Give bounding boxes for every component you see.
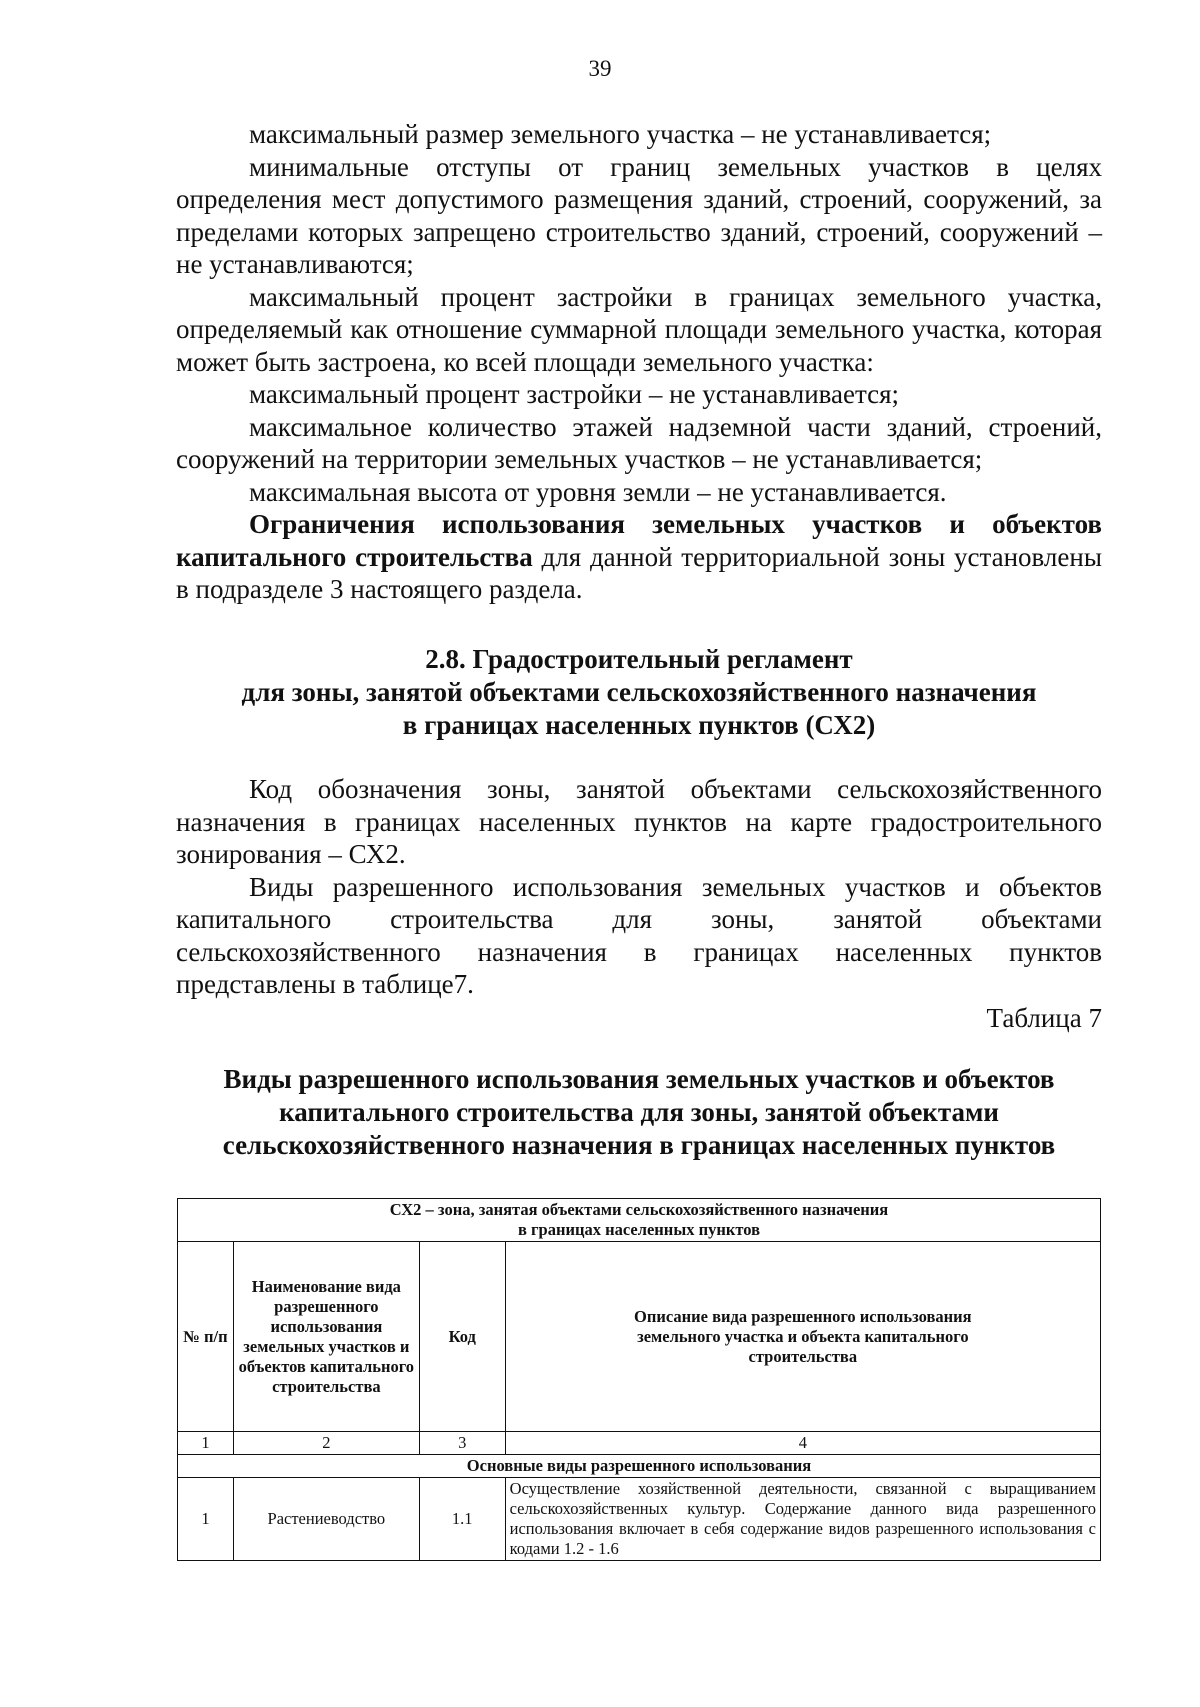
section-heading-line: для зоны, занятой объектами сельскохозяйственного назначения bbox=[241, 677, 1037, 707]
regulation-text-lower bbox=[176, 773, 1102, 1001]
header-code: Код bbox=[419, 1242, 505, 1432]
table-title-line: сельскохозяйственного назначения в границах населенных пунктов bbox=[222, 1130, 1056, 1160]
restriction-paragraph bbox=[176, 508, 1102, 606]
column-number-row bbox=[178, 1432, 1101, 1455]
section-main-cell: Основные виды разрешенного использования bbox=[178, 1455, 1101, 1478]
paragraph: максимальная высота от уровня земли – не устанавливается. bbox=[249, 476, 947, 507]
paragraph: Виды разрешенного использования земельных участков и объектов капитального строительства для зоны, занятой объектами сельскохозяйственного назначения в границах населенных пунктов представлены в таблице7. bbox=[176, 871, 1102, 999]
section-heading bbox=[176, 643, 1102, 742]
zone-header-cell bbox=[178, 1199, 1101, 1242]
regulation-text-upper bbox=[176, 118, 1102, 606]
row-description: Осуществление хозяйственной деятельности, связанной с выращиванием сельскохозяйственных культур. Содержание данного вида разрешенного использования включает в себя содержание видов разрешенного использования с кодами 1.2 - 1.6 bbox=[505, 1478, 1100, 1561]
paragraph: минимальные отступы от границ земельных участков в целях определения мест допустимого размещения зданий, строений, сооружений, за пределами которых запрещено строительство зданий, строений, сооружений – не устанавливаются; bbox=[176, 151, 1102, 279]
paragraph: максимальный размер земельного участка – не устанавливается; bbox=[249, 119, 992, 149]
section-heading-line: в границах населенных пунктов (СХ2) bbox=[402, 710, 876, 740]
paragraph: максимальное количество этажей надземной части зданий, строений, сооружений на территории земельных участков – не устанавливается; bbox=[176, 411, 1102, 474]
paragraph: Код обозначения зоны, занятой объектами сельскохозяйственного назначения в границах населенных пунктов на карте градостроительного зонирования – СХ2. bbox=[176, 774, 1102, 869]
header-num: № п/п bbox=[178, 1242, 234, 1432]
section-heading-line: 2.8. Градостроительный регламент bbox=[425, 644, 853, 674]
column-number: 2 bbox=[233, 1432, 419, 1455]
row-name: Растениеводство bbox=[233, 1478, 419, 1561]
zone-header-row bbox=[178, 1199, 1101, 1242]
table-row bbox=[178, 1478, 1101, 1561]
table-title-line: капитального строительства для зоны, занятой объектами bbox=[279, 1097, 999, 1127]
page-number: 39 bbox=[588, 56, 612, 81]
paragraph: максимальный процент застройки – не устанавливается; bbox=[249, 379, 900, 409]
row-num: 1 bbox=[178, 1478, 234, 1561]
section-row bbox=[178, 1455, 1101, 1478]
column-header-row bbox=[178, 1242, 1101, 1432]
header-description: Описание вида разрешенного использования земельного участка и объекта капитального строительства bbox=[505, 1242, 1100, 1432]
restriction-bold: Ограничения использования земельных участков и объектов капитального строительства bbox=[176, 509, 1102, 572]
restriction-rest: для данной территориальной зоны установлены в подразделе 3 настоящего раздела. bbox=[176, 541, 1102, 604]
zone-header-line: СХ2 – зона, занятая объектами сельскохозяйственного назначения bbox=[389, 1200, 889, 1219]
column-number: 4 bbox=[505, 1432, 1100, 1455]
paragraph: максимальный процент застройки в границах земельного участка, определяемый как отношение суммарной площади земельного участка, которая может быть застроена, ко всей площади земельного участка: bbox=[176, 281, 1102, 377]
land-use-table bbox=[177, 1198, 1101, 1561]
column-number: 1 bbox=[178, 1432, 234, 1455]
column-number: 3 bbox=[419, 1432, 505, 1455]
zone-header-line: в границах населенных пунктов bbox=[518, 1220, 760, 1239]
header-name: Наименование вида разрешенного использования земельных участков и объектов капитального строительства bbox=[233, 1242, 419, 1432]
table-caption: Таблица 7 bbox=[986, 1003, 1102, 1033]
table-title bbox=[176, 1063, 1102, 1162]
table-title-line: Виды разрешенного использования земельных участков и объектов bbox=[223, 1064, 1055, 1094]
row-code: 1.1 bbox=[419, 1478, 505, 1561]
